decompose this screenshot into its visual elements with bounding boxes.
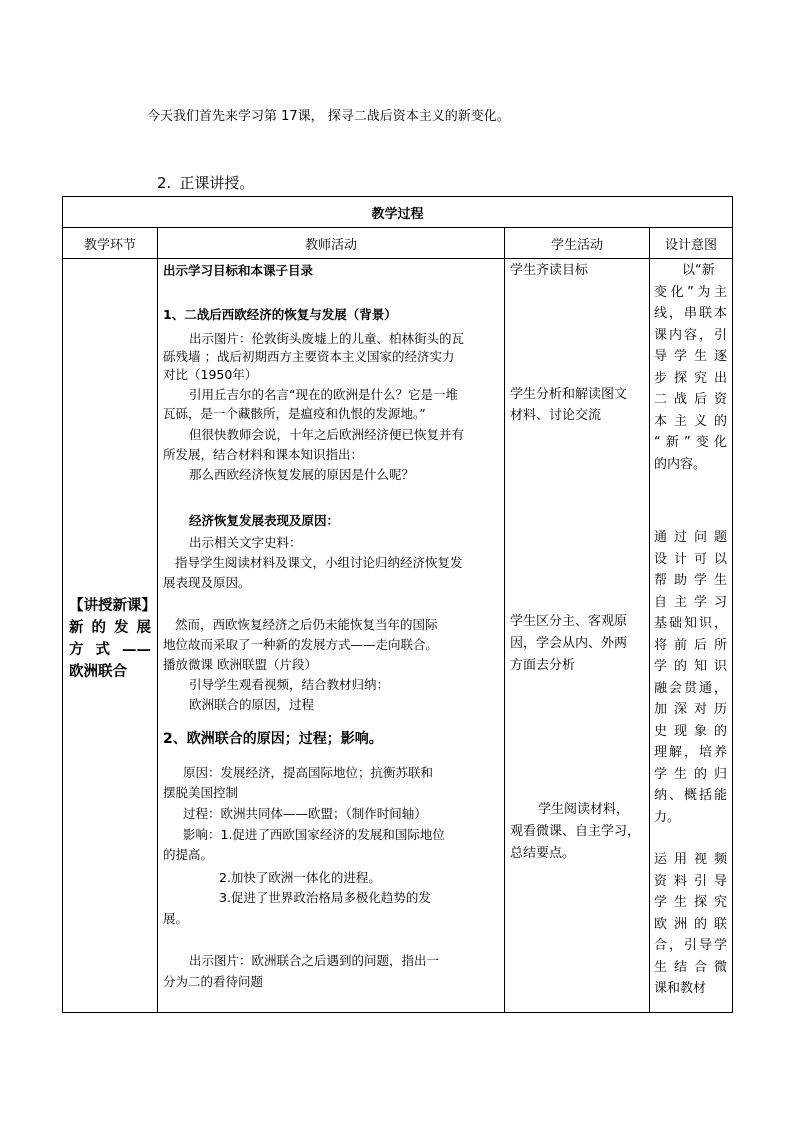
teacher-line: 2、欧洲联合的原因；过程；影响。: [163, 731, 383, 747]
teacher-line: 经济恢复发展表现及原因：: [189, 513, 340, 528]
design-line: 本主义的: [654, 413, 727, 429]
phase-line-1: 新的发展: [69, 620, 151, 636]
teacher-line: 出示图片：欧洲联合之后遇到的问题，指出一: [189, 953, 440, 968]
teacher-line: 出示相关文字史料：: [189, 535, 302, 550]
phase-label: [69, 595, 156, 683]
header-phase: 教学环节: [63, 228, 158, 259]
phase-bracket: 【讲授新课】: [69, 598, 156, 614]
table-title: 教学过程: [63, 197, 733, 228]
teacher-line: 1、二战后西欧经济的恢复与发展（背景）: [163, 307, 397, 322]
teacher-line: 然而，西欧恢复经济之后仍未能恢复当年的国际: [175, 617, 438, 632]
design-line: 加深对历: [654, 702, 727, 717]
student-line: 学生区分主、客观原: [510, 614, 628, 629]
teacher-line: 所发展，结合材料和课本知识指出：: [163, 447, 364, 462]
design-line: 通过问题: [654, 530, 727, 545]
teacher-line: 2.加快了欧洲一体化的进程。: [219, 870, 381, 885]
teacher-line: 瓦砾，是一个藏骸所，是瘟疫和仇恨的发源地。”: [163, 406, 426, 421]
teacher-line: 出示学习目标和本课子目录: [163, 263, 314, 278]
design-line: 资料引导: [654, 873, 727, 889]
header-design: 设计意图: [650, 228, 733, 259]
design-line: 纳、概括能: [654, 788, 727, 803]
teacher-line: 展。: [163, 911, 189, 926]
design-line: “新”变化: [654, 435, 727, 450]
student-line: 总结要点。: [510, 846, 576, 861]
section-heading: [157, 173, 262, 193]
design-line: 学生探究: [654, 895, 727, 910]
design-line: 运用视频: [654, 852, 727, 867]
design-line: 课内容，引: [654, 327, 727, 343]
teacher-line: 播放微课 欧洲联盟（片段）: [163, 657, 317, 672]
student-line: 观看微课、自主学习，: [510, 824, 641, 839]
phase-cell: [63, 259, 158, 1013]
teacher-line: 但很快教师会说，十年之后欧洲经济便已恢复并有: [189, 427, 465, 442]
design-line: 帮助学生: [654, 573, 727, 588]
design-line: 史现象的: [654, 723, 727, 739]
teacher-line: 砾残墙 ；战后初期西方主要资本主义国家的经济实力: [163, 349, 455, 364]
teacher-line: 引用丘吉尔的名言“现在的欧洲是什么？它是一堆: [189, 387, 458, 402]
section-title: 正课讲授。: [179, 174, 255, 192]
teacher-line: 地位故而采取了一种新的发展方式——走向联合。: [163, 637, 439, 652]
teacher-line: 出示图片：伦敦街头废墟上的儿童、柏林街头的瓦: [189, 331, 465, 346]
teacher-line: 的提高。: [163, 847, 214, 862]
student-line: 学生分析和解读图文: [510, 387, 628, 402]
teacher-line: 原因：发展经济，提高国际地位；抗衡苏联和: [183, 765, 434, 780]
design-line: 二战后资: [654, 392, 727, 407]
design-line: 将前后所: [654, 637, 727, 653]
teacher-line: 影响：1.促进了西欧国家经济的发展和国际地位: [183, 827, 445, 842]
design-line: 学生的归: [654, 766, 727, 782]
student-line: 学生齐读目标: [510, 263, 589, 278]
teacher-line: 分为二的看待问题: [163, 974, 264, 989]
header-teacher: 教师活动: [158, 228, 505, 259]
design-line: 生结合微: [654, 959, 727, 975]
teacher-line: 摆脱美国控制: [163, 785, 239, 800]
design-line: 融会贯通，: [654, 680, 727, 696]
design-line: 理解，培养: [654, 745, 727, 760]
design-line: 力。: [654, 809, 681, 825]
student-line: 因，学会从内、外两: [510, 636, 628, 651]
phase-line-3: 欧洲联合: [69, 664, 127, 680]
design-line: 课和教材: [654, 981, 707, 996]
design-intention-cell: [650, 259, 733, 1013]
design-line: 线，串联本: [654, 306, 727, 321]
student-line: 材料、讨论交流: [510, 408, 602, 423]
design-line: 学的知识: [654, 659, 727, 674]
design-line: 合，引导学: [654, 938, 727, 953]
student-line: 学生阅读材料，: [538, 802, 630, 817]
design-line: 导学生逐: [654, 349, 727, 364]
teacher-line: 指导学生阅读材料及课文，小组讨论归纳经济恢复发: [175, 555, 463, 570]
teacher-activity-cell: [158, 259, 505, 1013]
teacher-line: 那么西欧经济恢复发展的原因是什么呢？: [189, 467, 415, 482]
intro-sentence: 今天我们首先来学习第 17课， 探寻二战后资本主义的新变化。: [147, 109, 510, 124]
design-line: 设计可以: [654, 551, 727, 567]
section-number: 2.: [157, 174, 172, 192]
design-line: 欧洲的联: [654, 916, 727, 932]
teacher-line: 对比（1950年）: [163, 367, 258, 382]
design-line: 基础知识，: [654, 616, 727, 631]
student-activity-cell: [505, 259, 650, 1013]
teacher-line: 引导学生观看视频，结合教材归纳：: [189, 677, 390, 692]
teacher-line: 欧洲联合的原因，过程: [189, 697, 315, 712]
teacher-line: 3.促进了世界政治格局多极化趋势的发: [219, 890, 431, 905]
design-line: 步探究出: [654, 370, 727, 386]
teacher-line: 过程：欧洲共同体——欧盟；（制作时间轴）: [183, 806, 427, 821]
design-line: 的内容。: [654, 456, 707, 472]
design-line: 以“新: [682, 263, 715, 278]
teaching-process-table: [62, 196, 733, 1013]
student-line: 方面去分析: [510, 658, 576, 673]
phase-line-2: 方式——: [69, 642, 151, 658]
teacher-line: 展表现及原因。: [163, 575, 251, 590]
design-line: 变化”为主: [654, 284, 727, 300]
header-student: 学生活动: [505, 228, 650, 259]
design-line: 自主学习: [654, 594, 727, 610]
